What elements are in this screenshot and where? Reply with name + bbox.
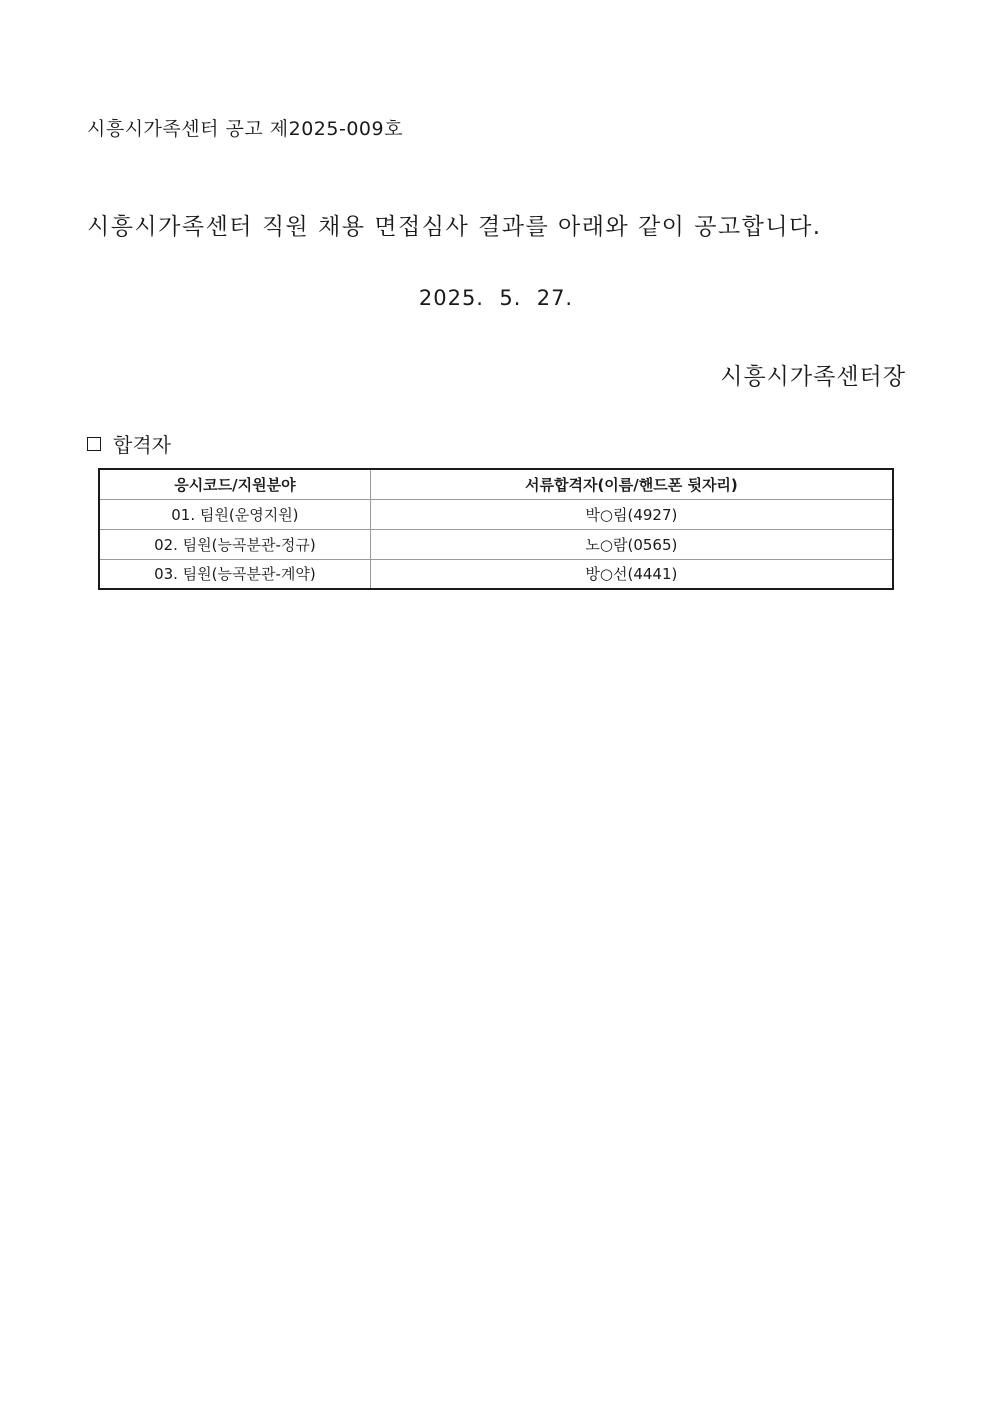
section-heading bbox=[87, 429, 171, 458]
table-row bbox=[99, 529, 893, 559]
cell-name: 방○선(4441) bbox=[370, 559, 893, 589]
announcement-text: 시흥시가족센터 직원 채용 면접심사 결과를 아래와 같이 공고합니다. bbox=[87, 214, 822, 240]
header-name: 서류합격자(이름/핸드폰 뒷자리) bbox=[370, 469, 893, 499]
table-header-row bbox=[99, 469, 893, 499]
cell-code: 02. 팀원(능곡분관-정규) bbox=[99, 529, 370, 559]
section-heading-label: 합격자 bbox=[113, 433, 171, 457]
header-code: 응시코드/지원분야 bbox=[99, 469, 370, 499]
cell-name: 노○람(0565) bbox=[370, 529, 893, 559]
table-row bbox=[99, 499, 893, 529]
checkbox-icon bbox=[87, 437, 101, 451]
signer: 시흥시가족센터장 bbox=[720, 364, 906, 390]
cell-code: 01. 팀원(운영지원) bbox=[99, 499, 370, 529]
results-table bbox=[98, 468, 894, 590]
table-row bbox=[99, 559, 893, 589]
cell-code: 03. 팀원(능곡분관-계약) bbox=[99, 559, 370, 589]
cell-name: 박○림(4927) bbox=[370, 499, 893, 529]
notice-number: 시흥시가족센터 공고 제2025-009호 bbox=[87, 118, 403, 140]
announcement-date: 2025. 5. 27. bbox=[418, 286, 574, 310]
